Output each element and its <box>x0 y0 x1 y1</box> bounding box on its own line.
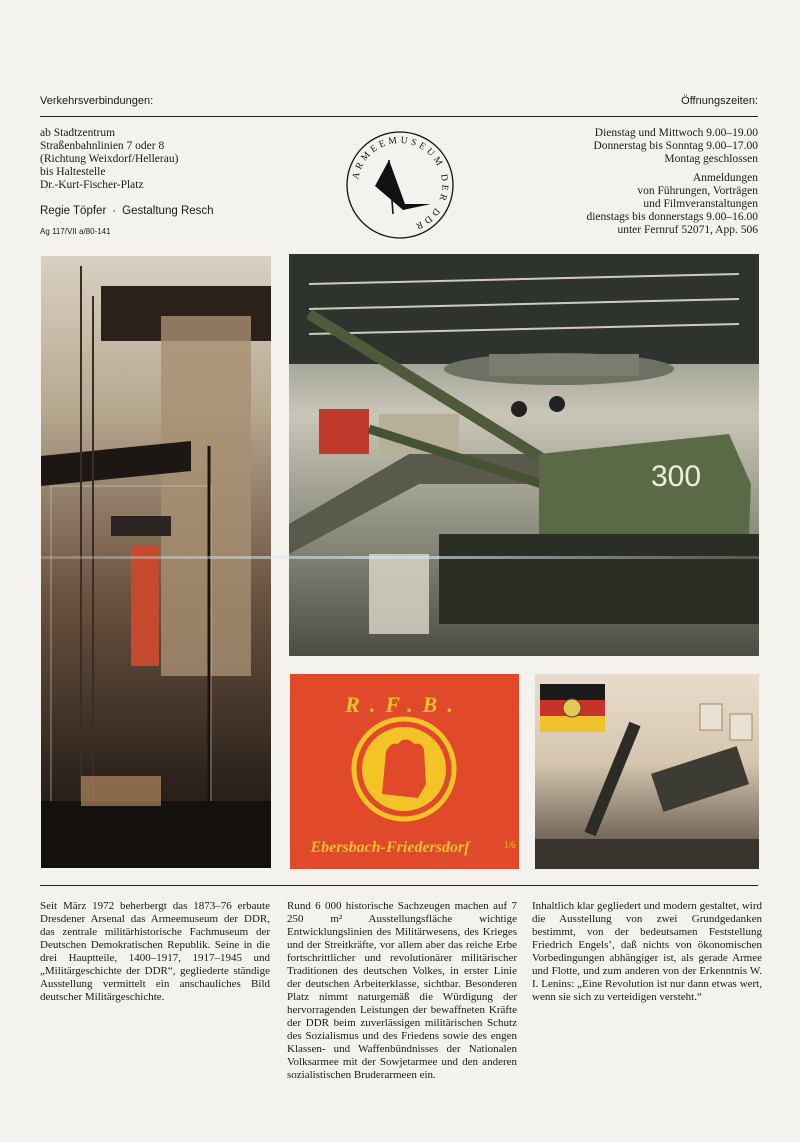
opening-hours-heading: Öffnungszeiten: <box>681 95 758 107</box>
floor <box>41 801 271 868</box>
banner-initials: R.F.B. <box>345 692 463 717</box>
transport-directions <box>40 127 178 192</box>
booking-line: dienstags bis donnerstags 9.00–16.00 <box>586 211 758 223</box>
photo-exhibition-hall-tank <box>289 254 759 656</box>
hours-line: Montag geschlossen <box>664 153 758 165</box>
paper-fold-line <box>41 556 759 559</box>
credit-regie: Regie Töpfer <box>40 205 107 217</box>
aircraft-wheel <box>511 401 527 417</box>
banner-place-name: Ebersbach-Friedersdorf <box>310 839 470 856</box>
display-case-illustration <box>41 256 271 868</box>
tank-number: 300 <box>651 460 702 493</box>
museum-logo <box>345 130 455 240</box>
hours-line: Dienstag und Mittwoch 9.00–19.00 <box>594 127 758 139</box>
tank-hull <box>439 534 759 624</box>
mortar-tube <box>590 724 635 834</box>
address-line: Straßenbahnlinien 7 oder 8 <box>40 140 165 152</box>
tank-turret <box>539 434 751 539</box>
opening-hours <box>586 127 758 237</box>
body-column-1: Seit März 1972 beherbergt das 1873–76 erbaute Dresdener Arsenal das Armeemuseum der DDR, das zentrale militärhistorische Fachmuseum der Deutschen Demokratischen Republik. Seine in die drei Hauptteile, 1400–1917, 1917–1945 und „Militärgeschichte der DDR“, gegliederte ständige Ausstellung vermittelt ein anschauliches Bild deutscher Militärgeschichte. <box>40 900 270 1003</box>
booking-line: und Filmveranstaltungen <box>643 198 758 210</box>
credit-gestaltung: Gestaltung Resch <box>122 205 214 217</box>
medal-frame <box>730 714 752 740</box>
logo-flag-icon <box>375 160 431 210</box>
medal-frame <box>700 704 722 730</box>
exhibition-hall-illustration <box>289 254 759 656</box>
hat <box>111 516 171 536</box>
transport-heading: Verkehrsverbindungen: <box>40 95 154 107</box>
bottom-divider <box>40 885 758 886</box>
hours-line: Donnerstag bis Sonntag 9.00–17.00 <box>593 140 758 152</box>
flag-black-stripe <box>540 684 605 700</box>
address-line: Dr.-Kurt-Fischer-Platz <box>40 179 144 191</box>
address-line: ab Stadtzentrum <box>40 127 116 139</box>
rfb-banner-illustration <box>290 674 519 869</box>
wall-display-panel <box>319 409 369 454</box>
rocket-launcher <box>651 746 749 812</box>
booking-line: Anmeldungen <box>692 172 758 184</box>
aircraft-wheel <box>549 396 565 412</box>
visitor-group <box>369 554 429 634</box>
display-floor <box>535 839 759 869</box>
logo-ring <box>347 132 453 238</box>
address-line: (Richtung Weixdorf/Hellerau) <box>40 153 179 165</box>
logo-ring-text: ARMEEMUSEUM DER DDR <box>351 135 450 232</box>
gdr-weapons-illustration <box>535 674 759 869</box>
aircraft-fuselage <box>489 354 639 376</box>
banner-suffix: 1/6 <box>504 840 516 850</box>
raised-fist-icon <box>382 740 426 799</box>
photo-weapon-display-case <box>41 256 271 868</box>
body-column-3: Inhaltlich klar gegliedert und modern gestaltet, wird die Ausstellung von zwei Grundgedanken bestimmt, von der bedeutsamen Feststellung Friedrich Engels’, daß nichts von ökonomischen Vorbedingungen abhängiger ist, als gerade Armee und Flotte, und zum anderen von der Erkenntnis W. I. Lenins: „Eine Revolution ist nur dann etwas wert, wenn sie sich zu verteidigen versteht.“ <box>532 900 762 1003</box>
flag-gold-stripe <box>540 716 605 732</box>
print-code: Ag 117/VII a/80-141 <box>40 227 111 236</box>
credits: Regie Töpfer · Gestaltung Resch <box>40 205 214 217</box>
top-divider <box>40 116 758 117</box>
booking-line: unter Fernruf 52071, App. 506 <box>617 224 758 236</box>
uniform-figure <box>131 546 159 666</box>
case-base <box>81 776 161 806</box>
address-line: bis Haltestelle <box>40 166 106 178</box>
gdr-emblem-icon <box>563 699 581 717</box>
booking-line: von Führungen, Vorträgen <box>637 185 758 197</box>
body-column-2: Rund 6 000 historische Sachzeugen machen auf 7 250 m² Ausstellungsfläche wichtige Entwicklungslinien des Militärwesens, des Krieges und der Streitkräfte, vor allem aber das reiche Erbe fortschrittlicher und revolutionärer militärischer Traditionen des deutschen Volkes, in erster Linie der deutschen Arbeiterklasse, sichtbar. Besonderen Platz nimmt naturgemäß die Würdigung der hervorragenden Leistungen der bewaffneten Kräfte der DDR beim zuverlässigen militärischen Schutz des Sozialismus und des Friedens sowie des engen Klassen- und Waffenbündnisses der Nationalen Volksarmee mit der Sowjetarmee und den anderen sozialistischen Bruderarmeen ein. <box>287 900 517 1081</box>
photo-rfb-banner <box>290 674 519 869</box>
photo-gdr-flag-weapons <box>535 674 759 869</box>
pillar <box>161 316 251 676</box>
